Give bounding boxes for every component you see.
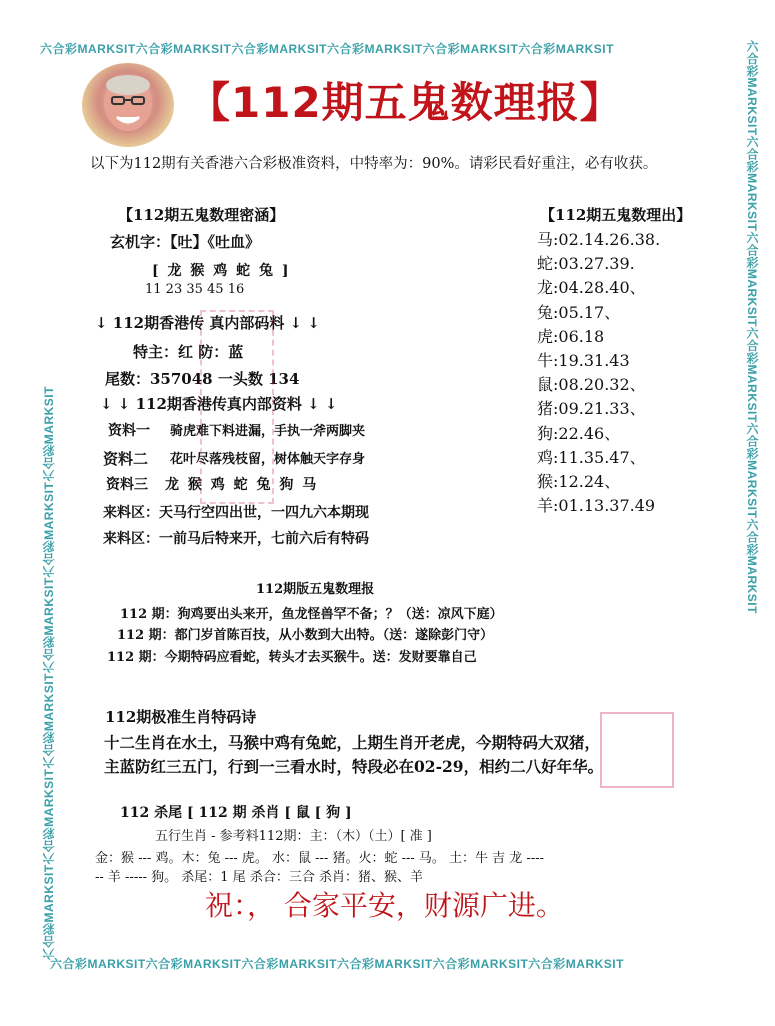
list-item: 鼠:08.20.32、 [537, 375, 646, 395]
ziliao3-text: 龙 猴 鸡 蛇 兔 狗 马 [165, 477, 319, 493]
decorative-border-right: 六合彩MARKSIT六合彩MARKSIT六合彩MARKSIT六合彩MARKSIT六合彩MARKSIT六合彩MARKSIT [745, 40, 759, 614]
list-item: 鸡:11.35.47、 [537, 447, 646, 467]
blessing-text: 祝：， 合家平安，财源广进。 [205, 889, 564, 922]
middle-title: 112期版五鬼数理报 [256, 582, 375, 597]
intro-text: 以下为112期有关香港六合彩极准资料，中特率为：90%。请彩民看好重注，必有收获。 [90, 156, 658, 172]
list-item: 马:02.14.26.38. [537, 230, 661, 249]
ziliao2-label: 资料二 [103, 450, 149, 468]
page-title: 【112期五鬼数理报】 [188, 78, 623, 127]
numbers-row: 11 23 35 45 16 [145, 282, 245, 297]
seal-stamp [200, 310, 274, 504]
decorative-border-top: 六合彩MARKSIT六合彩MARKSIT六合彩MARKSIT六合彩MARKSIT六合彩MARKSIT六合彩MARKSIT [40, 42, 614, 56]
right-title: 【112期五鬼数理出】 [540, 206, 692, 224]
weishu-line: 尾数：357048 一头数 134 [105, 370, 300, 388]
avatar [82, 63, 174, 147]
elements-line-2: -- 羊 ----- 狗。 杀尾：1 尾 杀合：三合 杀肖：猪、猴、羊 [95, 870, 423, 885]
hk-title-2: ↓ ↓ 112期香港传真内部资料 ↓ ↓ [100, 395, 338, 413]
ziliao2-text: 花叶尽落残枝留，树体触天字存身 [170, 452, 366, 467]
meaning-title: 【112期五鬼数理密涵】 [118, 206, 285, 224]
list-item: 龙:04.28.40、 [537, 278, 646, 298]
middle-line-2: 112 期：都门岁首陈百技，从小数到大出特。（送：遂除彭门守） [117, 628, 494, 643]
shawei-line: 112 杀尾 [ 112 期 杀肖 [ 鼠 [ 狗 ] [120, 805, 352, 821]
tezhu-line: 特主：红 防：蓝 [133, 343, 244, 361]
elements-line-1: 金：猴 --- 鸡。木：兔 --- 虎。 水：鼠 --- 猪。火：蛇 --- 马。 土：牛 吉 龙 ---- [95, 851, 545, 866]
list-item: 狗:22.46、 [537, 423, 621, 443]
hk-title: ↓ 112期香港传 真内部码料 ↓ ↓ [95, 314, 320, 332]
poem-title: 112期极准生肖特码诗 [105, 708, 257, 726]
zodiac-number-list [537, 228, 660, 518]
decorative-border-left: 六合彩MARKSIT六合彩MARKSIT六合彩MARKSIT六合彩MARKSIT六合彩MARKSIT六合彩MARKSIT [42, 386, 56, 960]
xuanji-line: 玄机字：【吐】《吐血》 [110, 233, 261, 251]
list-item: 羊:01.13.37.49 [537, 496, 656, 516]
ziliao1-label: 资料一 [108, 423, 150, 439]
list-item: 牛:19.31.43 [537, 351, 630, 371]
list-item: 猪:09.21.33、 [537, 399, 646, 419]
ziliao3-label: 资料三 [106, 477, 148, 493]
wuxing-line: 五行生肖 - 参考料112期：主：（木）（土）[ 准 ] [155, 829, 432, 844]
middle-line-1: 112 期：狗鸡要出头来开，鱼龙怪兽罕不备；？（送：凉风下庭） [120, 607, 503, 622]
laiyuan-line-1: 来料区：天马行空四出世，一四九六本期现 [103, 505, 369, 521]
list-item: 蛇:03.27.39. [537, 254, 635, 274]
zodiac-row: [ 龙 猴 鸡 蛇 兔 ] [152, 263, 291, 279]
list-item: 兔:05.17、 [537, 302, 621, 322]
poem-line-2: 主蓝防红三五门，行到一三看水时，特段必在02-29，相约二八好年华。 [104, 757, 604, 776]
ziliao1-text: 骑虎难下料进漏，手执一斧两脚夹 [170, 424, 366, 439]
laiyuan-line-2: 来料区：一前马后特来开，七前六后有特码 [103, 531, 369, 547]
decorative-border-bottom: 六合彩MARKSIT六合彩MARKSIT六合彩MARKSIT六合彩MARKSIT六合彩MARKSIT六合彩MARKSIT [50, 957, 624, 971]
list-item: 虎:06.18 [537, 326, 605, 346]
red-seal-stamp [600, 712, 674, 788]
middle-line-3: 112 期：今期特码应看蛇，转头才去买猴牛。送：发财要靠自己 [107, 650, 477, 665]
list-item: 猴:12.24、 [537, 472, 621, 492]
poem-line-1: 十二生肖在水土，马猴中鸡有兔蛇，上期生肖开老虎，今期特码大双猪， [104, 733, 601, 752]
